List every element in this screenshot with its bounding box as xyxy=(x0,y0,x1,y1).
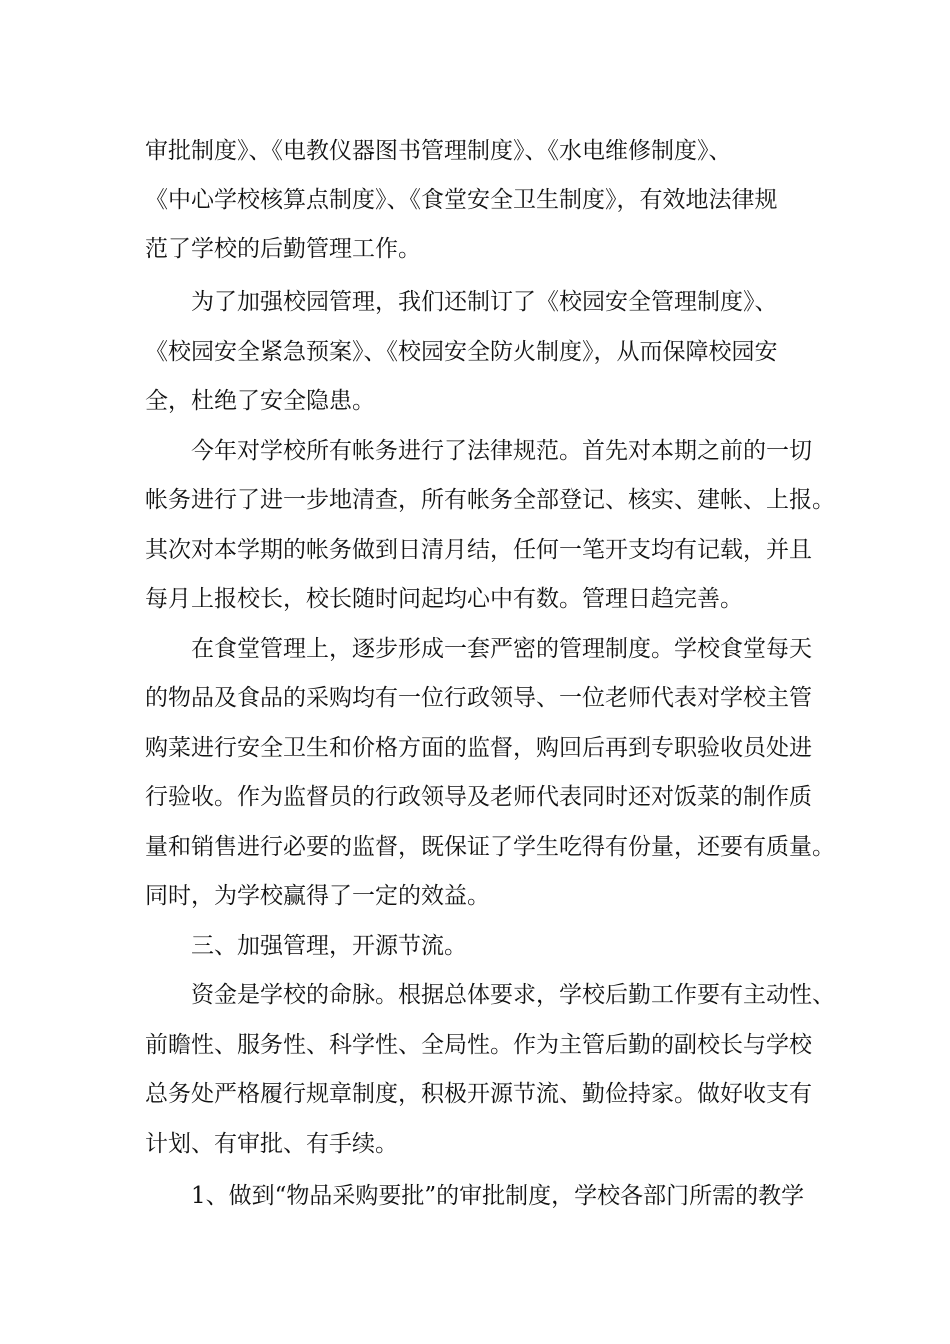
text-line: 的物品及食品的采购均有一位行政领导、一位老师代表对学校主管 xyxy=(145,685,812,711)
section-heading: 三、加强管理，开源节流。 xyxy=(145,933,467,959)
text-line: 其次对本学期的帐务做到日清月结，任何一笔开支均有记载，并且 xyxy=(145,537,812,563)
text-line: 全，杜绝了安全隐患。 xyxy=(145,388,375,414)
text-line: 范了学校的后勤管理工作。 xyxy=(145,236,421,262)
text-line: 为了加强校园管理，我们还制订了《校园安全管理制度》、 xyxy=(145,289,778,315)
text-line: 同时，为学校赢得了一定的效益。 xyxy=(145,883,490,909)
text-line: 计划、有审批、有手续。 xyxy=(145,1131,398,1157)
text-line: 帐务进行了进一步地清查，所有帐务全部登记、核实、建帐、上报。 xyxy=(145,487,835,513)
text-line: 今年对学校所有帐务进行了法律规范。首先对本期之前的一切 xyxy=(145,438,812,464)
text-line: 量和销售进行必要的监督，既保证了学生吃得有份量，还要有质量。 xyxy=(145,834,835,860)
text-line: 《校园安全紧急预案》、《校园安全防火制度》，从而保障校园安 xyxy=(145,339,778,365)
text-line: 1、做到“物品采购要批”的审批制度，学校各部门所需的教学 xyxy=(145,1183,805,1209)
text-line: 在食堂管理上，逐步形成一套严密的管理制度。学校食堂每天 xyxy=(145,636,812,662)
text-line: 总务处严格履行规章制度，积极开源节流、勤俭持家。做好收支有 xyxy=(145,1081,812,1107)
text-line: 审批制度》、《电教仪器图书管理制度》、《水电维修制度》、 xyxy=(145,138,732,164)
text-line: 行验收。作为监督员的行政领导及老师代表同时还对饭菜的制作质 xyxy=(145,784,812,810)
text-line: 每月上报校长，校长随时问起均心中有数。管理日趋完善。 xyxy=(145,586,743,612)
text-line: 前瞻性、服务性、科学性、全局性。作为主管后勤的副校长与学校 xyxy=(145,1032,812,1058)
text-line: 资金是学校的命脉。根据总体要求，学校后勤工作要有主动性、 xyxy=(145,982,835,1008)
text-line: 《中心学校核算点制度》、《食堂安全卫生制度》，有效地法律规 xyxy=(145,187,778,213)
text-line: 购菜进行安全卫生和价格方面的监督，购回后再到专职验收员处进 xyxy=(145,735,812,761)
